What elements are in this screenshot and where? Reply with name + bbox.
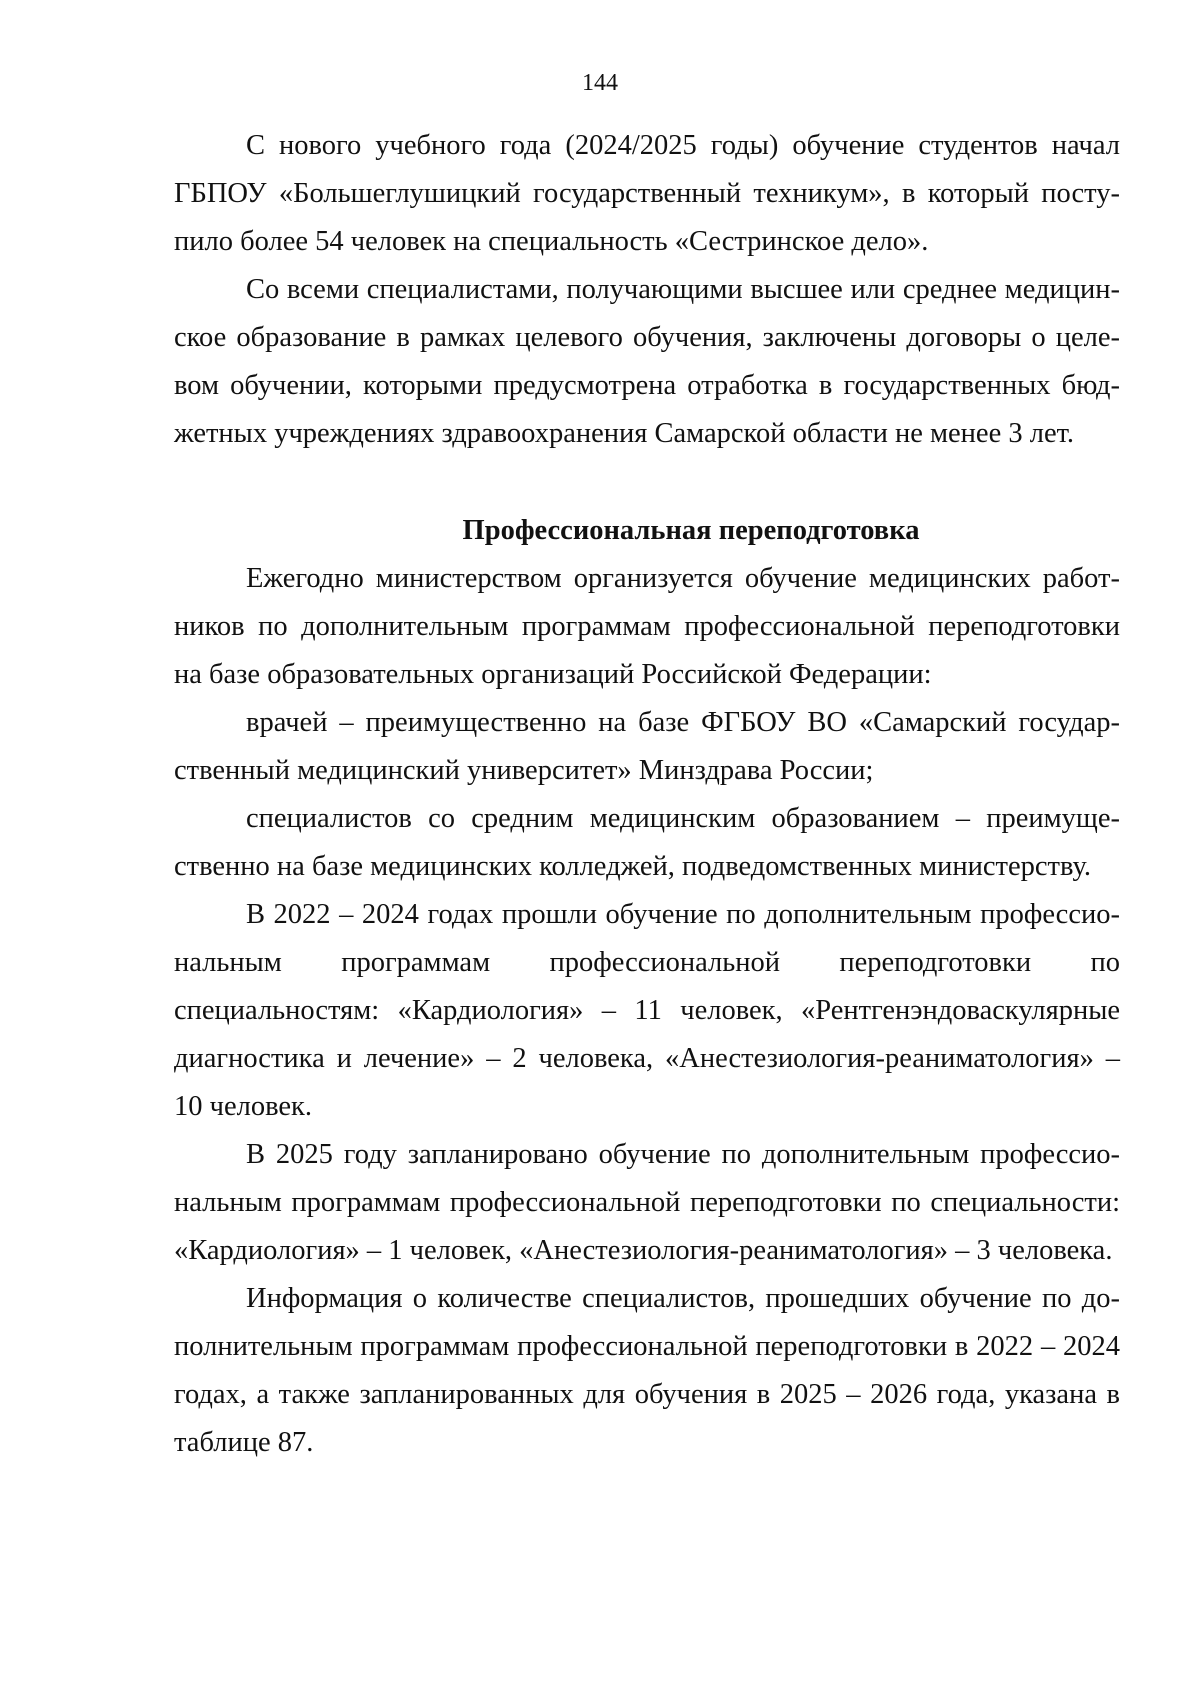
- paragraph-annual-training: Ежегодно министерством организуется обучение медицинских работников по дополнительным программам профессиональной переподготовки на базе образовательных организаций Российской Федерации:: [174, 563, 1120, 690]
- paragraph-table-reference: Информация о количестве специалистов, прошедших обучение по дополнительным программам профессиональной переподготовки в 2022 – 2024 годах, а также запланированных для обучения в 2025 – 2026 года, указана в таблице 87.: [174, 1283, 1120, 1458]
- paragraph-nursing-specialists: специалистов со средним медицинским образованием – преимущественно на базе медицинских колледжей, подведомственных министерству.: [174, 803, 1120, 882]
- paragraph-doctors: врачей – преимущественно на базе ФГБОУ ВО «Самарский государственный медицинский университет» Минздрава России;: [174, 707, 1120, 786]
- page-number: 144: [582, 70, 618, 96]
- paragraph-trained-2022-2024: В 2022 – 2024 годах прошли обучение по дополнительным профессиональным программам профессиональной переподготовки по специальностям: «Кардиология» – 11 человек, «Рентгенэндоваскулярные диагностика и лечение» – 2 человека, «Анестезиология-реаниматология» – 10 человек.: [174, 899, 1120, 1122]
- paragraph-new-academic-year: С нового учебного года (2024/2025 годы) обучение студентов начал ГБПОУ «Большеглушицкий государственный техникум», в который поступило более 54 человек на специальность «Сестринское дело».: [174, 130, 1120, 257]
- paragraph-planned-2025: В 2025 году запланировано обучение по дополнительным профессиональным программам профессиональной переподготовки по специальности: «Кардиология» – 1 человек, «Анестезиология-реаниматология» – 3 человека.: [174, 1139, 1120, 1266]
- section-heading: Профессиональная переподготовка: [462, 515, 920, 546]
- paragraph-target-training-contracts: Со всеми специалистами, получающими высшее или среднее медицинское образование в рамках целевого обучения, заключены договоры о целевом обучении, которыми предусмотрена отработка в государственных бюджетных учреждениях здравоохранения Самарской области не менее 3 лет.: [174, 274, 1120, 449]
- document-body: [174, 122, 1120, 1467]
